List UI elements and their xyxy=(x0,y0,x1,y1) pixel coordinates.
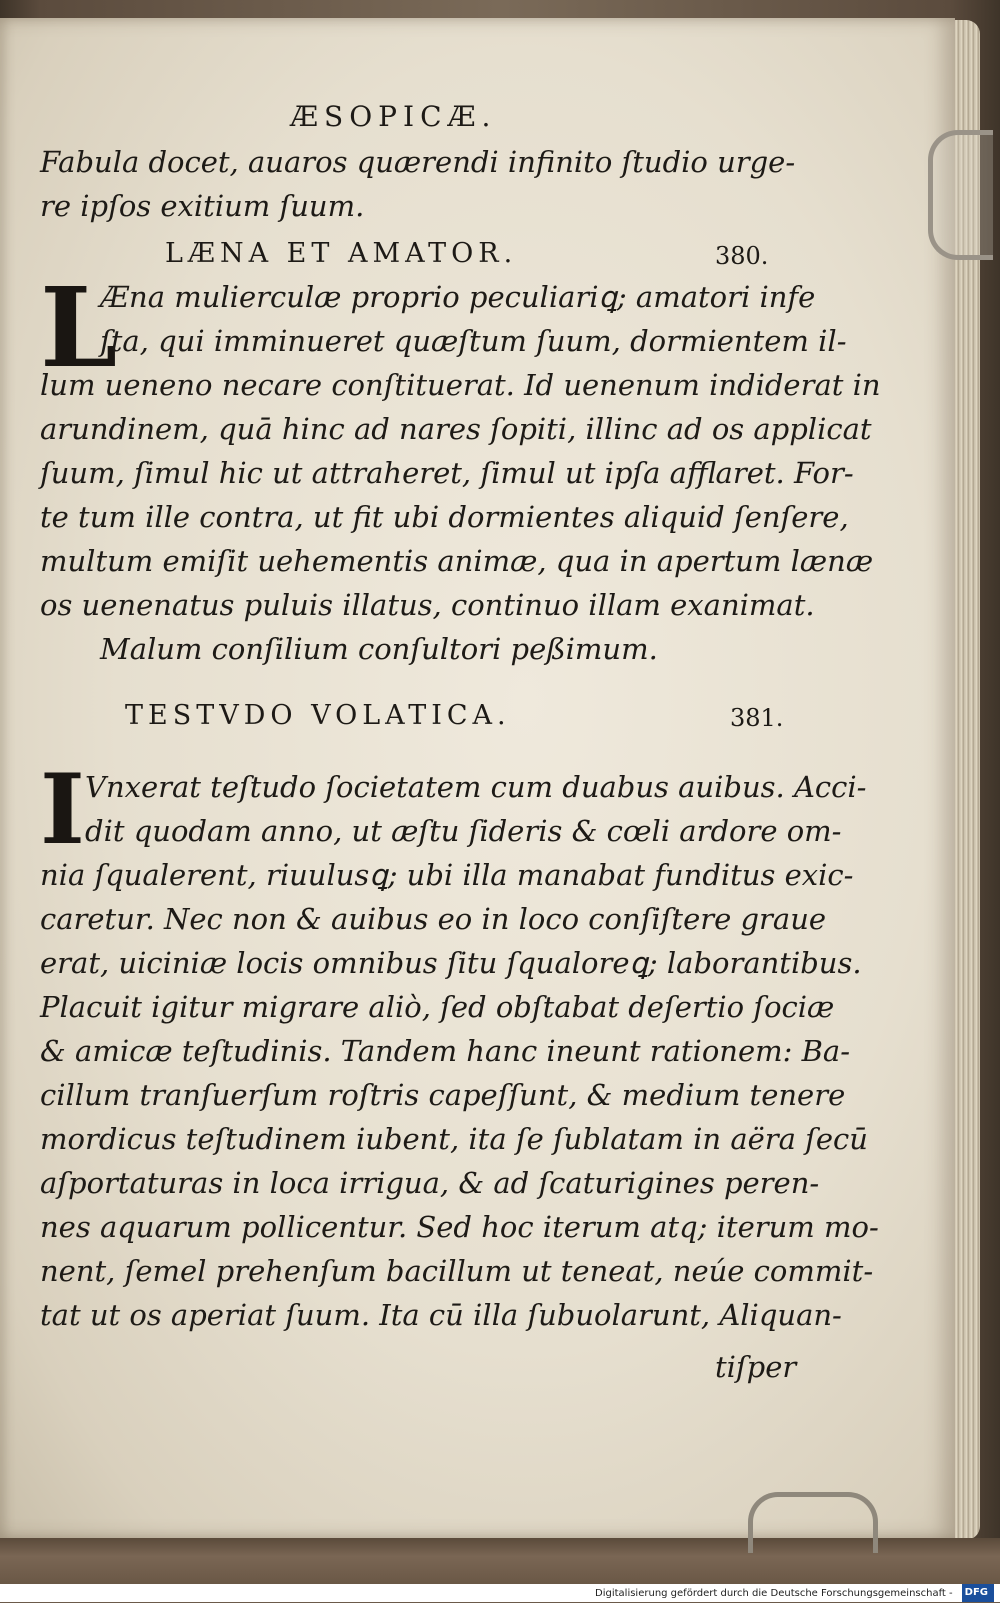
text-line: nes aquarum pollicentur. Sed hoc iterum atq; iterum mo- xyxy=(40,1210,879,1244)
footer-text: Digitalisierung gefördert durch die Deutsche Forschungsgemeinschaft - xyxy=(595,1588,953,1599)
running-head: ÆSOPICÆ. xyxy=(290,100,497,133)
page-clip-bottom xyxy=(748,1492,878,1553)
fable-number: 381. xyxy=(730,704,784,732)
drop-cap-initial: L xyxy=(40,263,118,392)
page-clip-right xyxy=(928,130,993,260)
text-line: cillum tranſuerſum roſtris capeſſunt, & medium tenere xyxy=(40,1078,846,1112)
text-line: aſportaturas in loca irrigua, & ad ſcaturigines peren- xyxy=(40,1166,820,1200)
text-line: os uenenatus puluis illatus, continuo illam exanimat. xyxy=(40,588,815,622)
fable-title: TESTVDO VOLATICA. xyxy=(125,700,511,731)
fable-title: LÆNA ET AMATOR. xyxy=(165,238,518,269)
text-line: lum ueneno necare conſtituerat. Id uenenum indiderat in xyxy=(40,368,881,402)
text-line: caretur. Nec non & auibus eo in loco conſiſtere graue xyxy=(40,902,827,936)
text-line: tat ut os aperiat ſuum. Ita cū illa ſubuolarunt, Aliquan- xyxy=(40,1298,842,1332)
text-line: Vnxerat teſtudo ſocietatem cum duabus auibus. Acci- xyxy=(85,770,867,804)
intro-line: re ipſos exitium ſuum. xyxy=(40,189,365,223)
drop-cap-initial: I xyxy=(40,753,85,866)
intro-line: Fabula docet, auaros quærendi infinito ſtudio urge- xyxy=(40,145,796,179)
text-line: ſuum, ſimul hic ut attraheret, ſimul ut ipſa afflaret. For- xyxy=(40,456,854,490)
text-line: Placuit igitur migrare aliò, ſed obſtabat deſertio ſociæ xyxy=(40,990,835,1024)
digitization-footer xyxy=(0,1584,1000,1602)
text-line: multum emiſit uehementis animæ, qua in apertum lænæ xyxy=(40,544,874,578)
text-line: arundinem, quā hinc ad nares ſopiti, illinc ad os applicat xyxy=(40,412,872,446)
text-line: te tum ille contra, ut fit ubi dormientes aliquid ſenſere, xyxy=(40,500,849,534)
text-line: erat, uiciniæ locis omnibus ſitu ſqualoreꝗ; laborantibus. xyxy=(40,946,862,980)
catchword: tiſper xyxy=(715,1350,797,1384)
fable-number: 380. xyxy=(715,242,769,270)
text-line: mordicus teſtudinem iubent, ita ſe ſublatam in aëra ſecū xyxy=(40,1122,868,1156)
text-line: & amicæ teſtudinis. Tandem hanc ineunt rationem: Ba- xyxy=(40,1034,851,1068)
text-line: nent, ſemel prehenſum bacillum ut teneat, neúe commit- xyxy=(40,1254,874,1288)
text-line: dit quodam anno, ut æſtu ſideris & cœli ardore om- xyxy=(85,814,842,848)
text-line: Æna mulierculæ proprio peculiariꝗ; amatori infe xyxy=(100,280,816,314)
text-line: nia ſqualerent, riuulusꝗ; ubi illa manabat funditus exic- xyxy=(40,858,854,892)
text-line: ſta, qui imminueret quæſtum ſuum, dormientem il- xyxy=(100,324,847,358)
moral-line: Malum conſilium conſultori peßimum. xyxy=(100,632,658,666)
dfg-logo: DFG xyxy=(962,1584,994,1602)
